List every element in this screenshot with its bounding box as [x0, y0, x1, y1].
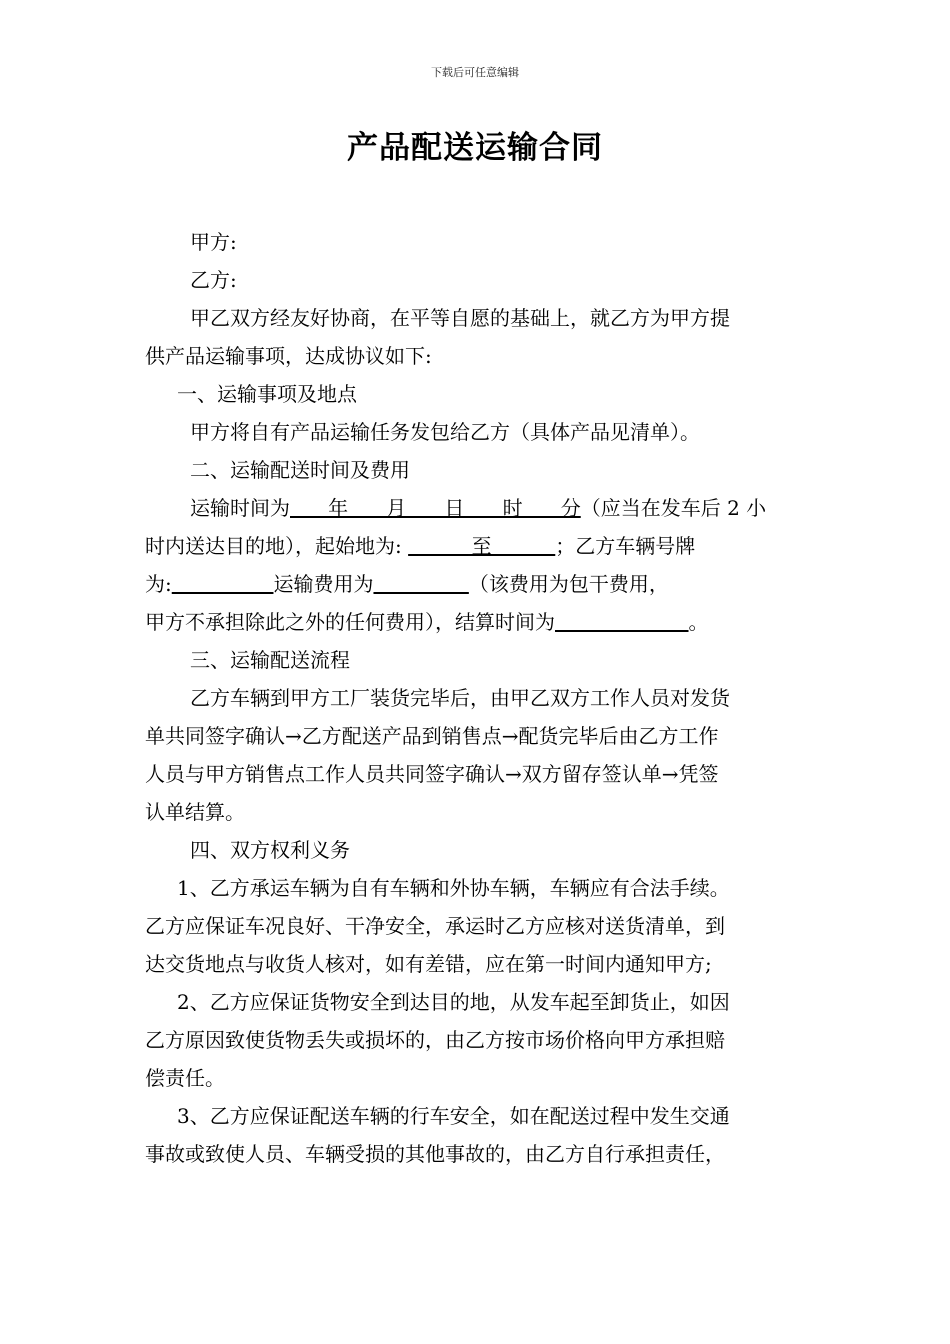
- contract-body: [145, 223, 805, 1173]
- fee-note: （该费用为包干费用，: [468, 572, 669, 596]
- section-3-line-2: 单共同签字确认→乙方配送产品到销售点→配货完毕后由乙方工作: [145, 724, 719, 748]
- fee-label: 运输费用为: [273, 572, 374, 596]
- item-2-line-1: 2、乙方应保证货物安全到达目的地，从发车起至卸货止，如因: [177, 990, 730, 1014]
- settlement-line: [145, 603, 805, 641]
- origin-label: 时内送达目的地），起始地为:: [145, 534, 409, 558]
- transport-time-line: [145, 489, 805, 527]
- item-3-line-1: 3、乙方应保证配送车辆的行车安全，如在配送过程中发生交通: [177, 1104, 730, 1128]
- section-3-heading: 三、运输配送流程: [190, 648, 350, 672]
- fee-line: [145, 565, 805, 603]
- settlement-label: 甲方不承担除此之外的任何费用），结算时间为: [145, 610, 555, 634]
- time-fields-blank: 年 月 日 时 分: [290, 496, 581, 520]
- settlement-blank: [555, 610, 689, 634]
- item-2-line-3: 偿责任。: [145, 1066, 225, 1090]
- time-label: 运输时间为: [190, 496, 290, 520]
- section-1-text: 甲方将自有产品运输任务发包给乙方（具体产品见清单）。: [190, 420, 700, 444]
- item-1-line-3: 达交货地点与收货人核对，如有差错，应在第一时间内通知甲方;: [145, 952, 712, 976]
- intro-line-1: 甲乙双方经友好协商，在平等自愿的基础上，就乙方为甲方提: [190, 306, 730, 330]
- page-header-note: 下载后可任意编辑: [431, 66, 519, 79]
- time-note: （应当在发车后 2 小: [580, 496, 767, 520]
- item-1-line-2: 乙方应保证车况良好、干净安全，承运时乙方应核对送货清单，到: [145, 914, 725, 938]
- item-2-line-2: 乙方原因致使货物丢失或损坏的，由乙方按市场价格向甲方承担赔: [145, 1028, 725, 1052]
- section-4-heading: 四、双方权利义务: [190, 838, 350, 862]
- section-3-line-1: 乙方车辆到甲方工厂装货完毕后，由甲乙双方工作人员对发货: [190, 686, 730, 710]
- item-1-line-1: 1、乙方承运车辆为自有车辆和外协车辆，车辆应有合法手续。: [177, 876, 730, 900]
- item-3-line-2: 事故或致使人员、车辆受损的其他事故的，由乙方自行承担责任，: [145, 1142, 725, 1166]
- plate-blank: [172, 572, 274, 596]
- plate-label: ；乙方车辆号牌: [555, 534, 696, 558]
- origin-line: [145, 527, 805, 565]
- section-3-line-4: 认单结算。: [145, 800, 245, 824]
- section-2-heading: 二、运输配送时间及费用: [190, 458, 410, 482]
- party-b-line: 乙方:: [190, 268, 237, 292]
- origin-destination-blank: 至: [408, 534, 556, 558]
- settlement-end: 。: [688, 610, 709, 634]
- party-a-line: 甲方:: [190, 230, 237, 254]
- document-title: 产品配送运输合同: [347, 130, 603, 166]
- plate-prefix: 为:: [145, 572, 172, 596]
- section-3-line-3: 人员与甲方销售点工作人员共同签字确认→双方留存签认单→凭签: [145, 762, 719, 786]
- intro-line-2: 供产品运输事项，达成协议如下:: [145, 344, 432, 368]
- fee-blank: [373, 572, 468, 596]
- section-1-heading: 一、运输事项及地点: [177, 382, 357, 406]
